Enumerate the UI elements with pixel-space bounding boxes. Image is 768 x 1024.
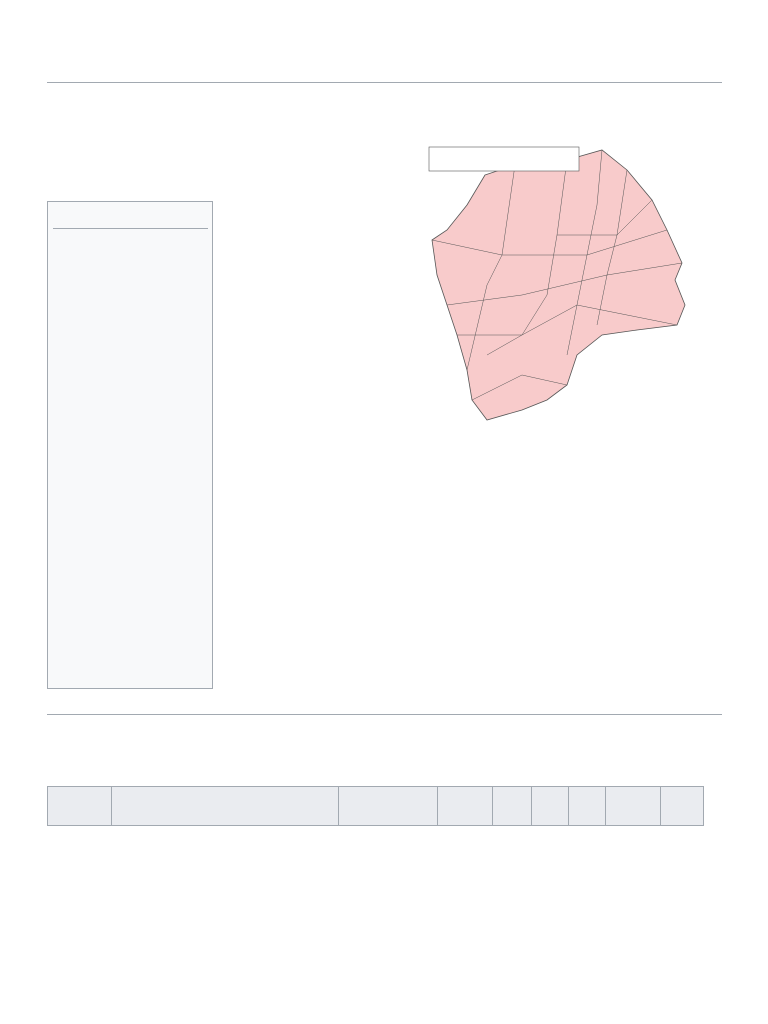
- map-title-box: [429, 147, 579, 171]
- ward-map: [427, 145, 697, 430]
- th-labour[interactable]: [438, 787, 493, 826]
- table-of-contents: [47, 201, 213, 689]
- th-ukip[interactable]: [661, 787, 704, 826]
- table-header-row: [48, 787, 704, 826]
- th-libdem[interactable]: [493, 787, 532, 826]
- page-title: [47, 78, 722, 83]
- th-conservative[interactable]: [339, 787, 438, 826]
- th-control[interactable]: [112, 787, 339, 826]
- th-res[interactable]: [532, 787, 569, 826]
- section-heading-political-control: [47, 710, 722, 715]
- th-election[interactable]: [48, 787, 112, 826]
- political-control-table: [47, 786, 704, 826]
- map-outline: [432, 150, 685, 420]
- th-ind[interactable]: [569, 787, 606, 826]
- toc-title: [53, 226, 208, 229]
- th-indlabour[interactable]: [606, 787, 661, 826]
